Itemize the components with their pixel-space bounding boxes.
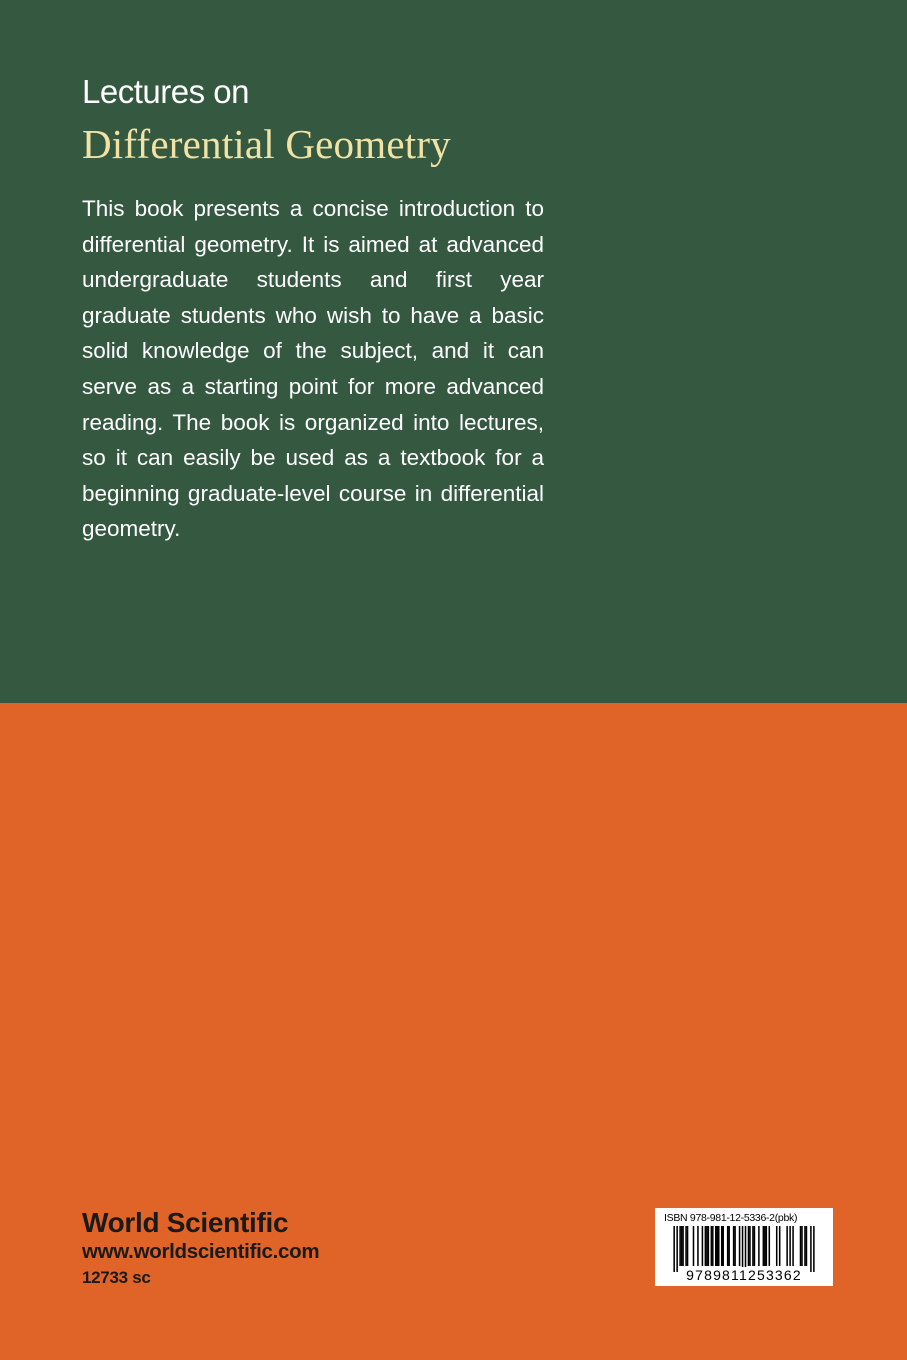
cover-title: Differential Geometry <box>82 121 451 167</box>
barcode-bar <box>681 1226 683 1266</box>
barcode-bar <box>786 1226 788 1266</box>
barcode-bar <box>685 1226 687 1266</box>
barcode-bar <box>727 1226 729 1266</box>
barcode-bar <box>801 1226 803 1266</box>
barcode-bar <box>708 1226 710 1266</box>
barcode-bar <box>752 1226 754 1266</box>
barcode-bar <box>766 1226 768 1266</box>
barcode-bar <box>748 1226 750 1266</box>
barcode-bar <box>813 1226 815 1272</box>
barcode-bar <box>754 1226 756 1266</box>
barcode-bar <box>804 1226 806 1266</box>
barcode-bar <box>717 1226 719 1266</box>
barcode-bar <box>721 1226 723 1266</box>
barcode-bar <box>693 1226 695 1266</box>
barcode-bar <box>806 1226 808 1266</box>
barcode-bar <box>769 1226 771 1266</box>
barcode-bar <box>718 1226 720 1266</box>
barcode-bar <box>722 1226 724 1266</box>
barcode-bar <box>728 1226 730 1266</box>
barcode-bar <box>712 1226 714 1266</box>
barcode-digits-text: 9789811253362 <box>686 1267 802 1283</box>
barcode-bar <box>742 1226 744 1272</box>
barcode-bar <box>676 1226 678 1272</box>
barcode-bar <box>705 1226 707 1266</box>
barcode-bar <box>776 1226 778 1266</box>
barcode-bar <box>706 1226 708 1266</box>
catalog-code: 12733 sc <box>82 1268 151 1287</box>
barcode-bar <box>673 1226 675 1272</box>
barcode-bar <box>682 1226 684 1266</box>
barcode-bar <box>800 1226 802 1266</box>
publisher-name: World Scientific <box>82 1207 289 1238</box>
barcode-bar <box>679 1226 681 1266</box>
barcode-box <box>655 1208 833 1286</box>
barcode-bar <box>789 1226 791 1266</box>
barcode-digits <box>655 1267 833 1283</box>
cover-blurb: This book presents a concise introduction to differential geometry. It is aimed at advanced undergraduate students and first year graduate students who wish to have a basic solid knowledge of the subject, and it can serve as a starting point for more advanced reading. The book is organized into lectures, so it can easily be used as a textbook for a beginning graduate-level course in differential geometry. <box>82 196 544 542</box>
barcode-bar <box>758 1226 760 1266</box>
barcode-bar <box>810 1226 812 1272</box>
barcode-bar <box>749 1226 751 1266</box>
barcode-bar <box>734 1226 736 1266</box>
barcode-bar <box>702 1226 704 1266</box>
barcode-bar <box>733 1226 735 1266</box>
barcode-bar <box>764 1226 766 1266</box>
barcode-bar <box>697 1226 699 1266</box>
barcode-bar <box>687 1226 689 1266</box>
barcode-bar <box>739 1226 741 1266</box>
cover-subtitle: Lectures on <box>82 73 249 110</box>
barcode-bar <box>745 1226 747 1272</box>
isbn-label: ISBN 978-981-12-5336-2(pbk) <box>664 1212 798 1224</box>
barcode-bar <box>779 1226 781 1266</box>
barcode-bar <box>711 1226 713 1266</box>
publisher-url: www.worldscientific.com <box>82 1240 320 1263</box>
barcode-bar <box>792 1226 794 1266</box>
barcode-bar <box>763 1226 765 1266</box>
barcode-bar <box>715 1226 717 1266</box>
